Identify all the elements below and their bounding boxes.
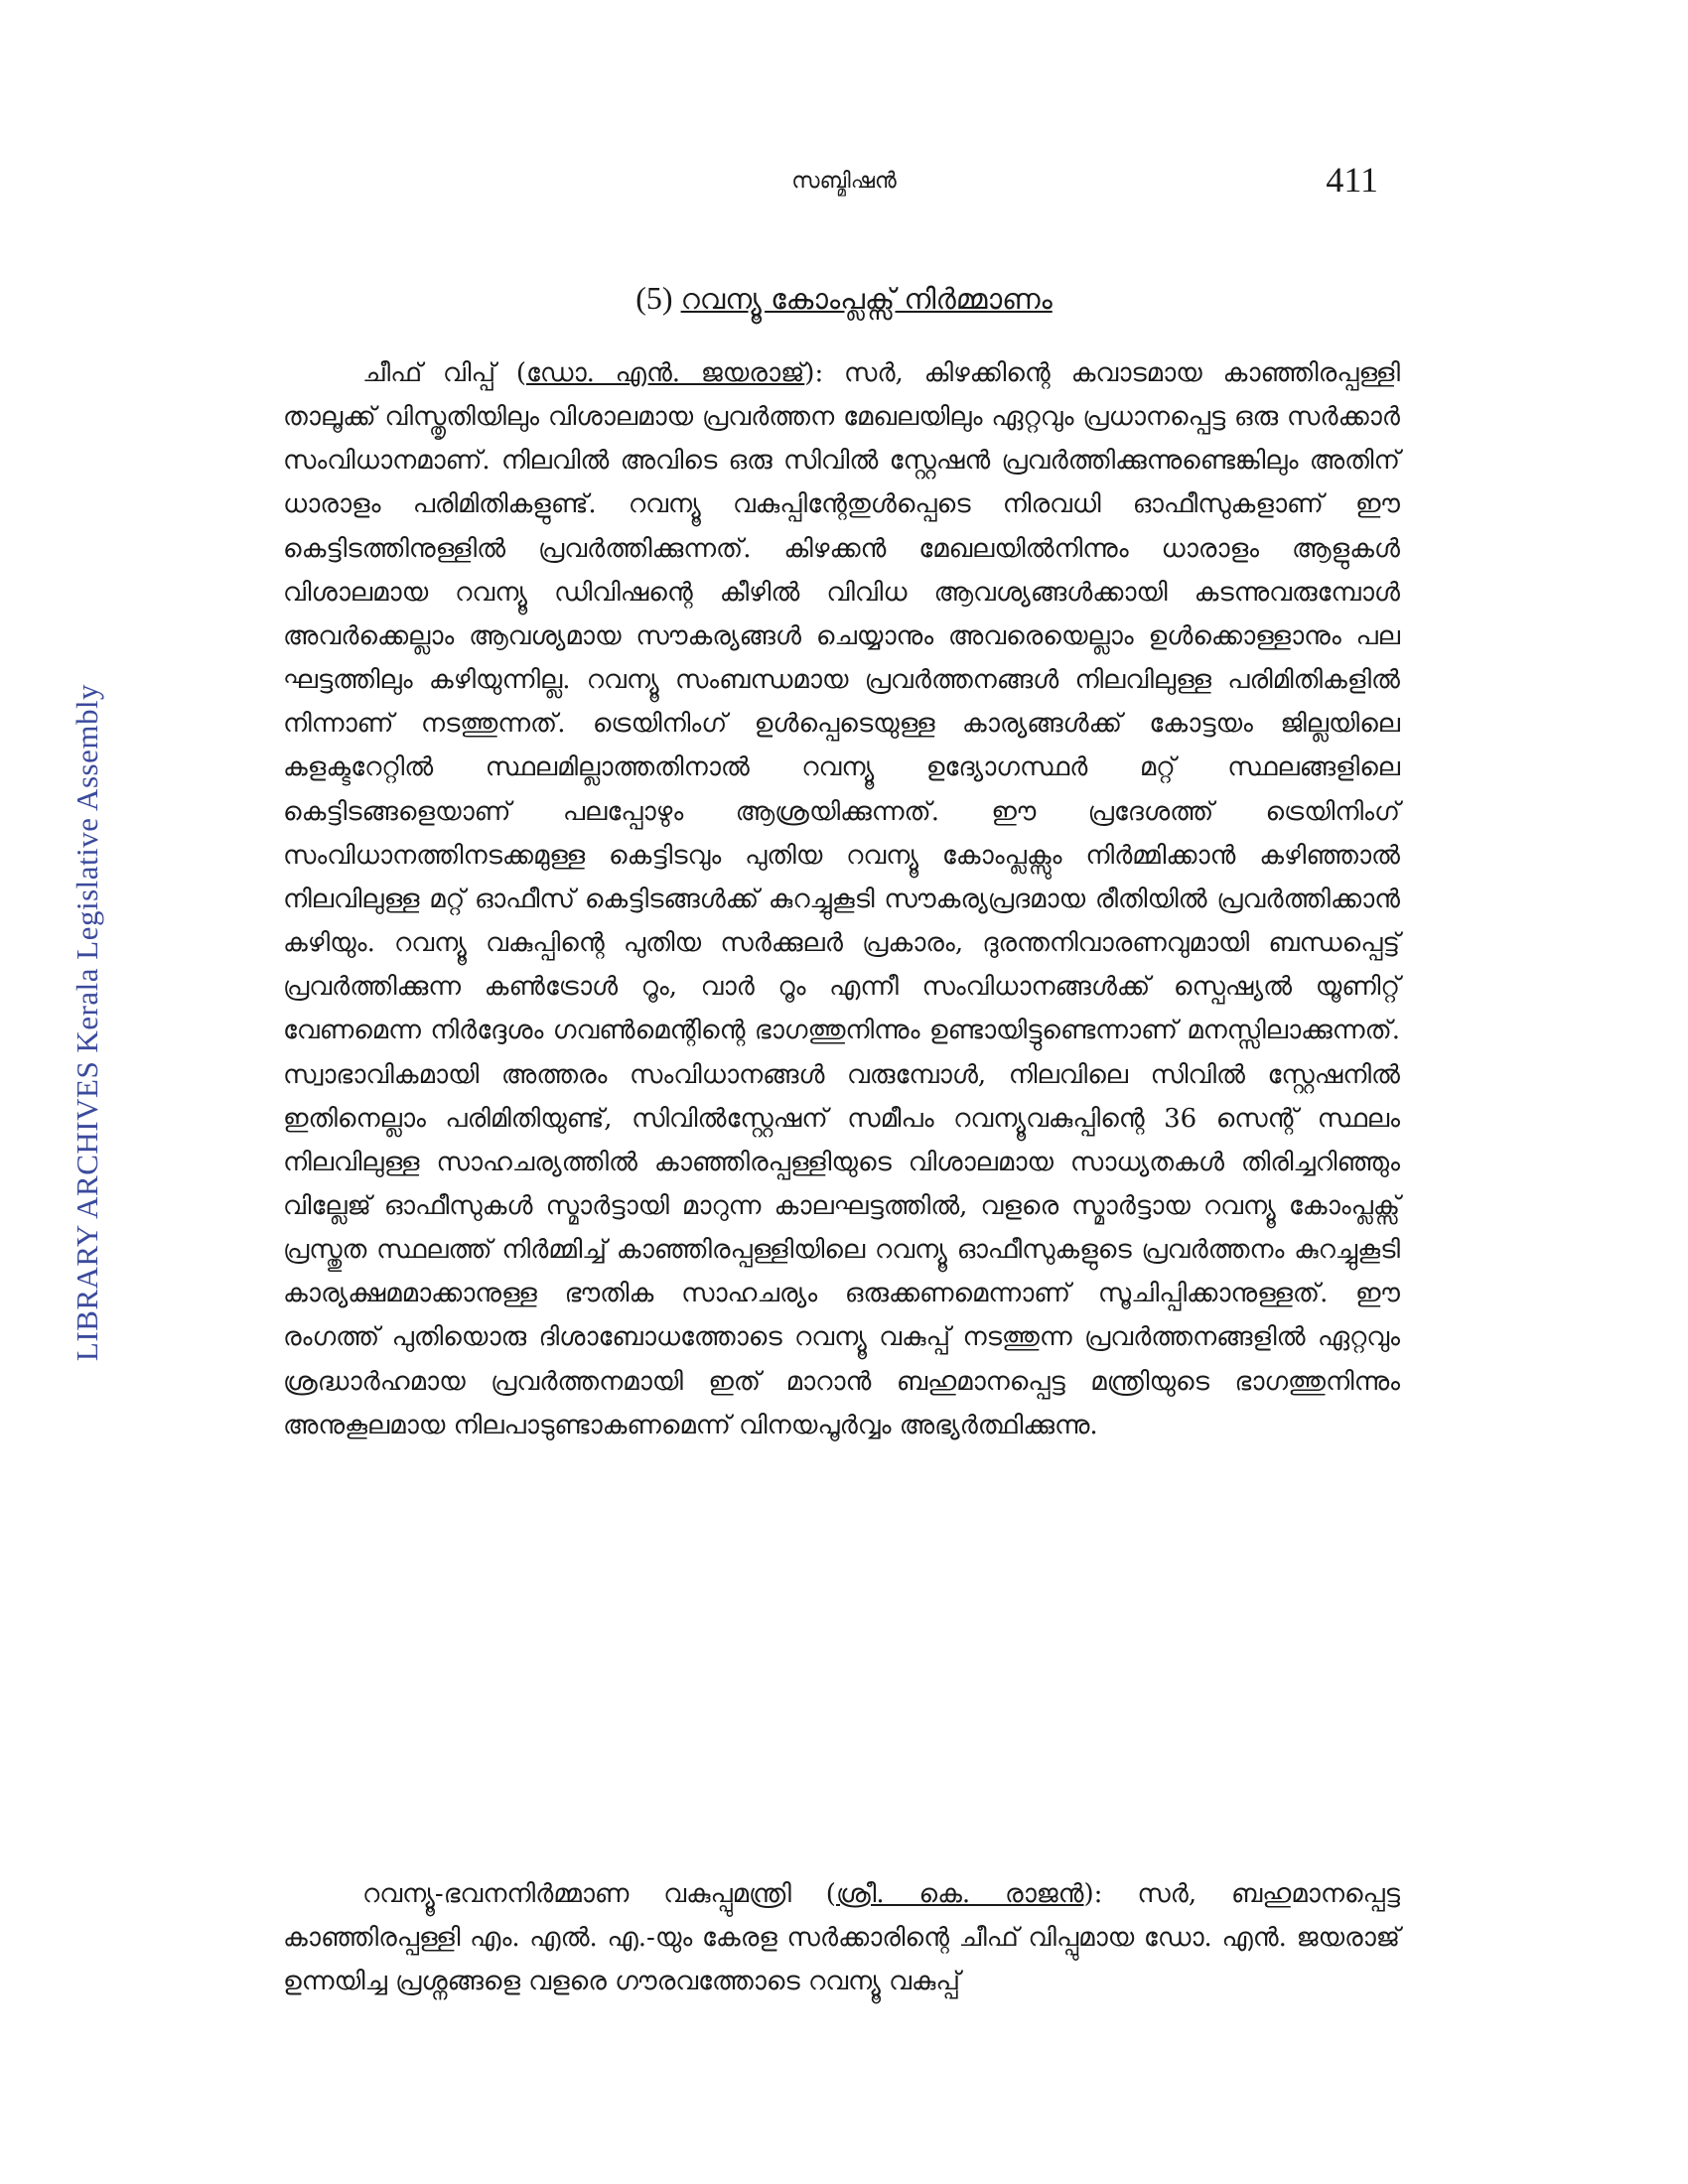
paragraph-text: സർ, കിഴക്കിന്റെ കവാടമായ കാഞ്ഞിരപ്പള്ളി താലൂക്ക് വിസ്തൃതിയിലും വിശാലമായ പ്രവർത്തന മേഖലയിലും ഏറ്റവും പ്രധാനപ്പെട്ട ഒരു സർക്കാർ സംവിധാനമാണ്. നിലവിൽ അവിടെ ഒരു സിവിൽ സ്റ്റേഷൻ പ്രവർത്തിക്കുന്നുണ്ടെങ്കിലും അതിന് ധാരാളം പരിമിതികളുണ്ട്. റവന്യൂ വകുപ്പിന്റേതുൾപ്പെടെ നിരവധി ഓഫീസുകളാണ് ഈ കെട്ടിടത്തിനുള്ളിൽ പ്രവർത്തിക്കുന്നത്. കിഴക്കൻ മേഖലയിൽനിന്നും ധാരാളം ആളുകൾ വിശാലമായ റവന്യൂ ഡിവിഷന്റെ കീഴിൽ വിവിധ ആവശ്യങ്ങൾക്കായി കടന്നുവരുമ്പോൾ അവർക്കെല്ലാം ആവശ്യമായ സൗകര്യങ്ങൾ ചെയ്യാനും അവരെയെല്ലാം ഉൾക്കൊള്ളാനും പല ഘട്ടത്തിലും കഴിയുന്നില്ല. റവന്യൂ സംബന്ധമായ പ്രവർത്തനങ്ങൾ നിലവിലുള്ള പരിമിതികളിൽ നിന്നാണ് നടത്തുന്നത്. ട്രെയിനിംഗ് ഉൾപ്പെടെയുള്ള കാര്യങ്ങൾക്ക് കോട്ടയം ജില്ലയിലെ കളക്ടറേറ്റിൽ സ്ഥലമില്ലാത്തതിനാൽ റവന്യൂ ഉദ്യോഗസ്ഥർ മറ്റ് സ്ഥലങ്ങളിലെ കെട്ടിടങ്ങളെയാണ് പലപ്പോഴും ആശ്രയിക്കുന്നത്. ഈ പ്രദേശത്ത് ട്രെയിനിംഗ് സംവിധാനത്തിനടക്കമുള്ള കെട്ടിടവും പുതിയ റവന്യൂ കോംപ്ലക്സും നിർമ്മിക്കാൻ കഴിഞ്ഞാൽ നിലവിലുള്ള മറ്റ് ഓഫീസ് കെട്ടിടങ്ങൾക്ക് കുറച്ചുകൂടി സൗകര്യപ്രദമായ രീതിയിൽ പ്രവർത്തിക്കാൻ കഴിയും. റവന്യൂ വകുപ്പിന്റെ പുതിയ സർക്കുലർ പ്രകാരം, ദുരന്തനിവാരണവുമായി ബന്ധപ്പെട്ട് പ്രവർത്തിക്കുന്ന കൺട്രോൾ റൂം, വാർ റൂം എന്നീ സംവിധാനങ്ങൾക്ക് സ്പെഷ്യൽ യൂണിറ്റ് വേണമെന്ന നിർദ്ദേശം ഗവൺമെന്റിന്റെ ഭാഗത്തുനിന്നും ഉണ്ടായിട്ടുണ്ടെന്നാണ് മനസ്സിലാക്കുന്നത്. സ്വാഭാവികമായി അത്തരം സംവിധാനങ്ങൾ വരുമ്പോൾ, നിലവിലെ സിവിൽ സ്റ്റേഷനിൽ ഇതിനെല്ലാം പരിമിതിയുണ്ട്, സിവിൽസ്റ്റേഷന് സമീപം റവന്യൂവകുപ്പിന്റെ 36 സെന്റ് സ്ഥലം നിലവിലുള്ള സാഹചര്യത്തിൽ കാഞ്ഞിരപ്പള്ളിയുടെ വിശാലമായ സാധ്യതകൾ തിരിച്ചറിഞ്ഞും വില്ലേജ് ഓഫീസുകൾ സ്മാർട്ടായി മാറുന്ന കാലഘട്ടത്തിൽ, വളരെ സ്മാർട്ടായ റവന്യൂ കോംപ്ലക്സ് പ്രസ്തുത സ്ഥലത്ത് നിർമ്മിച്ച് കാഞ്ഞിരപ്പള്ളിയിലെ റവന്യൂ ഓഫീസുകളുടെ പ്രവർത്തനം കുറച്ചുകൂടി കാര്യക്ഷമമാക്കാനുള്ള ഭൗതിക സാഹചര്യം ഒരുക്കണമെന്നാണ് സൂചിപ്പിക്കാനുള്ളത്. ഈ രംഗത്ത് പുതിയൊരു ദിശാബോധത്തോടെ റവന്യൂ വകുപ്പ് നടത്തുന്ന പ്രവർത്തനങ്ങളിൽ ഏറ്റവും ശ്രദ്ധാർഹമായ പ്രവർത്തനമായി ഇത് മാറാൻ ബഹുമാനപ്പെട്ട മന്ത്രിയുടെ ഭാഗത്തുനിന്നും അനുകൂലമായ നിലപാടുണ്ടാകണമെന്ന് വിനയപൂർവ്വം അഭ്യർത്ഥിക്കുന്നു.	[283, 358, 1401, 1440]
running-head: സബ്മിഷൻ	[791, 169, 897, 194]
speaker-suffix: ):	[1083, 1879, 1103, 1909]
paragraph-minister	[283, 1872, 1400, 2003]
speaker-prefix: റവന്യൂ-ഭവനനിർമ്മാണ വകുപ്പുമന്ത്രി (	[362, 1879, 836, 1909]
archive-watermark: LIBRARY ARCHIVES Kerala Legislative Assembly	[70, 683, 104, 1362]
section-title: റവന്യൂ കോംപ്ലക്സ് നിർമ്മാണം	[680, 282, 1053, 316]
speaker-prefix: ചീഫ് വിപ്പ് (	[362, 358, 526, 388]
speaker-name: ശ്രീ. കെ. രാജൻ	[835, 1879, 1084, 1909]
paragraph-text: സർ, ബഹുമാനപ്പെട്ട കാഞ്ഞിരപ്പള്ളി എം. എൽ. എ.-യും കേരള സർക്കാരിന്റെ ചീഫ് വിപ്പുമായ ഡോ. എൻ. ജയരാജ് ഉന്നയിച്ച പ്രശ്നങ്ങളെ വളരെ ഗൗരവത്തോടെ റവന്യൂ വകുപ്പ്	[283, 1879, 1400, 1997]
page-number: 411	[1326, 160, 1378, 200]
section-heading	[0, 280, 1688, 317]
speaker-name: ഡോ. എൻ. ജയരാജ്	[525, 358, 805, 388]
speaker-suffix: ):	[804, 358, 824, 388]
paragraph-chief-whip	[283, 351, 1400, 1447]
section-number: (5)	[635, 280, 673, 316]
